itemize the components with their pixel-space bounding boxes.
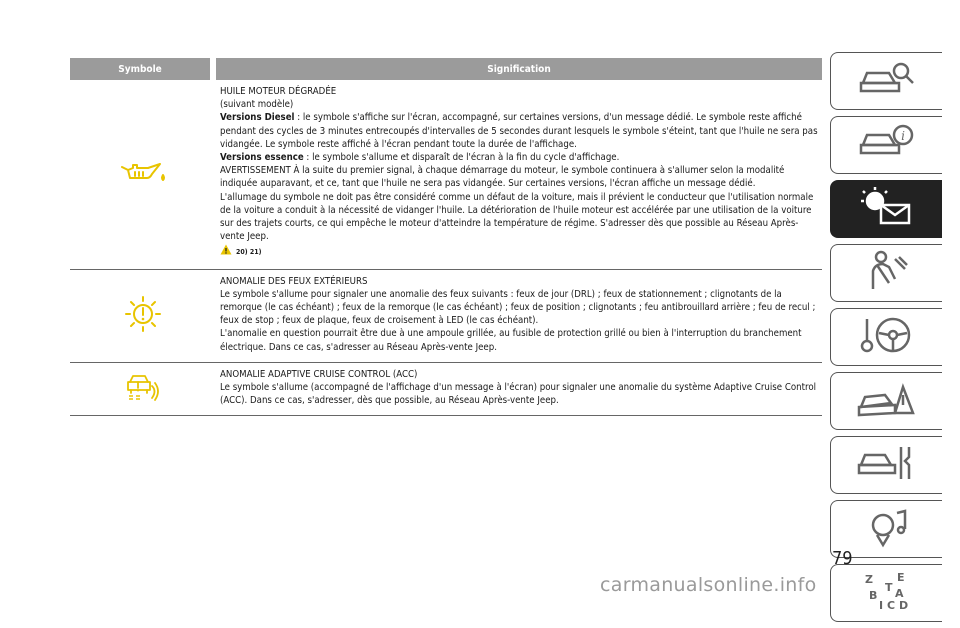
- svg-text:I: I: [878, 599, 883, 612]
- svg-text:i: i: [900, 129, 905, 143]
- row-body-2: L'anomalie en question pourrait être due à une ampoule grillée, au fusible de protection grillé ou bien à l'interruption du branchement électrique. Dans ce cas, s'adresser au Réseau Après-vente Jeep.: [220, 328, 802, 353]
- svg-text:E: E: [896, 571, 905, 584]
- row-subtitle: (suivant modèle): [220, 99, 294, 111]
- steering-wheel-key-icon: [855, 313, 919, 361]
- meaning-cell: [216, 363, 822, 416]
- diesel-keyword: Versions Diesel: [220, 112, 295, 124]
- tab-warning-lights[interactable]: [830, 180, 942, 238]
- essence-keyword: Versions essence: [220, 152, 304, 164]
- tab-servicing[interactable]: [830, 436, 942, 494]
- row-title: ANOMALIE DES FEUX EXTÉRIEURS: [220, 275, 368, 287]
- svg-text:Z: Z: [864, 573, 873, 586]
- symbol-table: [70, 58, 822, 416]
- note-numbers: 20) 21): [236, 247, 262, 256]
- svg-text:C: C: [886, 599, 895, 612]
- watermark: carmanualsonline.info: [600, 574, 817, 596]
- car-tools-icon: [855, 441, 919, 489]
- svg-text:B: B: [868, 589, 877, 602]
- symbol-cell: [70, 270, 216, 362]
- row-body: Le symbole s'allume (accompagné de l'affichage d'un message à l'écran) pour signaler une anomalie du système Adaptive Cruise Control (ACC). Dans ce cas, s'adresser, dès que possible, au Réseau Après-vente Jeep.: [220, 382, 817, 407]
- symbol-cell: [70, 363, 216, 416]
- row-body: Le symbole s'allume pour signaler une anomalie des feux suivants : feux de jour (DRL) ; feux de stationnement ; clignotants de la remorque (le cas échéant) ; feux de la remorque (le cas échéant) ; feux de position ; clignotants ; feu antibrouillard arrière ; feu de recul ; feux de stop ; feux de plaque, feux de croisement à LED (le cas échéant).: [220, 288, 816, 327]
- tab-starting-driving[interactable]: [830, 308, 942, 366]
- table-row: [70, 270, 822, 363]
- description-text: L'allumage du symbole ne doit pas être considéré comme un défaut de la voiture, mais il prévient le conducteur que l'utilisation normale de la voiture a conduit à la nécessité de vidanger l'huile. La détérioration de l'huile moteur est accélérée par une utilisation de la voiture sur des trajets courts, ce qui empêche le moteur d'atteindre la température de régime. S'adresser dès que possible au Réseau Après-vente Jeep.: [220, 191, 814, 243]
- alphabetical-index-icon: [855, 569, 919, 617]
- tab-emergency[interactable]: [830, 372, 942, 430]
- warning-text: AVERTISSEMENT À la suite du premier signal, à chaque démarrage du moteur, le symbole continuera à s'allumer selon la modalité indiquée auparavant, et ce, tant que l'huile ne sera pas vidangée. Sur certaines versions, l'écran affiche un message dédié.: [220, 165, 785, 190]
- header-meaning: Signification: [487, 63, 551, 75]
- tab-index[interactable]: [830, 564, 942, 622]
- warning-light-message-icon: [855, 185, 919, 233]
- tab-safety[interactable]: [830, 244, 942, 302]
- svg-text:A: A: [894, 587, 904, 600]
- diesel-text: : le symbole s'affiche sur l'écran, accompagné, sur certaines versions, d'un message dédié. Le symbole reste affiché pendant des cycles de 3 minutes entrecoupés d'intervalles de 5 secondes durant lesquels le symbole s'éteint, tant que l'huile ne sera pas vidangée. Le symbole reste affiché à l'écran pendant toute la durée de l'affichage.: [220, 112, 818, 150]
- page-number: 79: [832, 548, 853, 569]
- meaning-cell: [216, 270, 822, 362]
- car-search-icon: [855, 57, 919, 105]
- row-title: HUILE MOTEUR DÉGRADÉE: [220, 86, 337, 97]
- header-symbol: Symbole: [118, 63, 162, 75]
- caution-triangle-icon: [220, 244, 232, 260]
- symbol-cell: [70, 80, 216, 269]
- chapter-tabs: [830, 52, 942, 628]
- tab-instruments[interactable]: [830, 116, 942, 174]
- table-header: [70, 58, 822, 80]
- row-title: ANOMALIE ADAPTIVE CRUISE CONTROL (ACC): [220, 368, 418, 380]
- svg-text:T: T: [884, 581, 893, 594]
- oil-can-degraded-icon: [120, 161, 166, 187]
- note-references: [220, 244, 822, 260]
- car-accident-icon: [855, 377, 919, 425]
- meaning-cell: [216, 80, 822, 269]
- essence-text: : le symbole s'allume et disparaît de l'écran à la fin du cycle d'affichage.: [303, 152, 620, 164]
- table-row: [70, 363, 822, 417]
- multimedia-icon: [855, 505, 919, 553]
- svg-text:D: D: [898, 599, 908, 612]
- adaptive-cruise-control-failure-icon: [126, 372, 160, 406]
- car-info-icon: [855, 121, 919, 169]
- table-row: [70, 80, 822, 270]
- seatbelt-passenger-icon: [855, 249, 919, 297]
- exterior-light-failure-icon: [124, 295, 162, 337]
- tab-getting-to-know[interactable]: [830, 52, 942, 110]
